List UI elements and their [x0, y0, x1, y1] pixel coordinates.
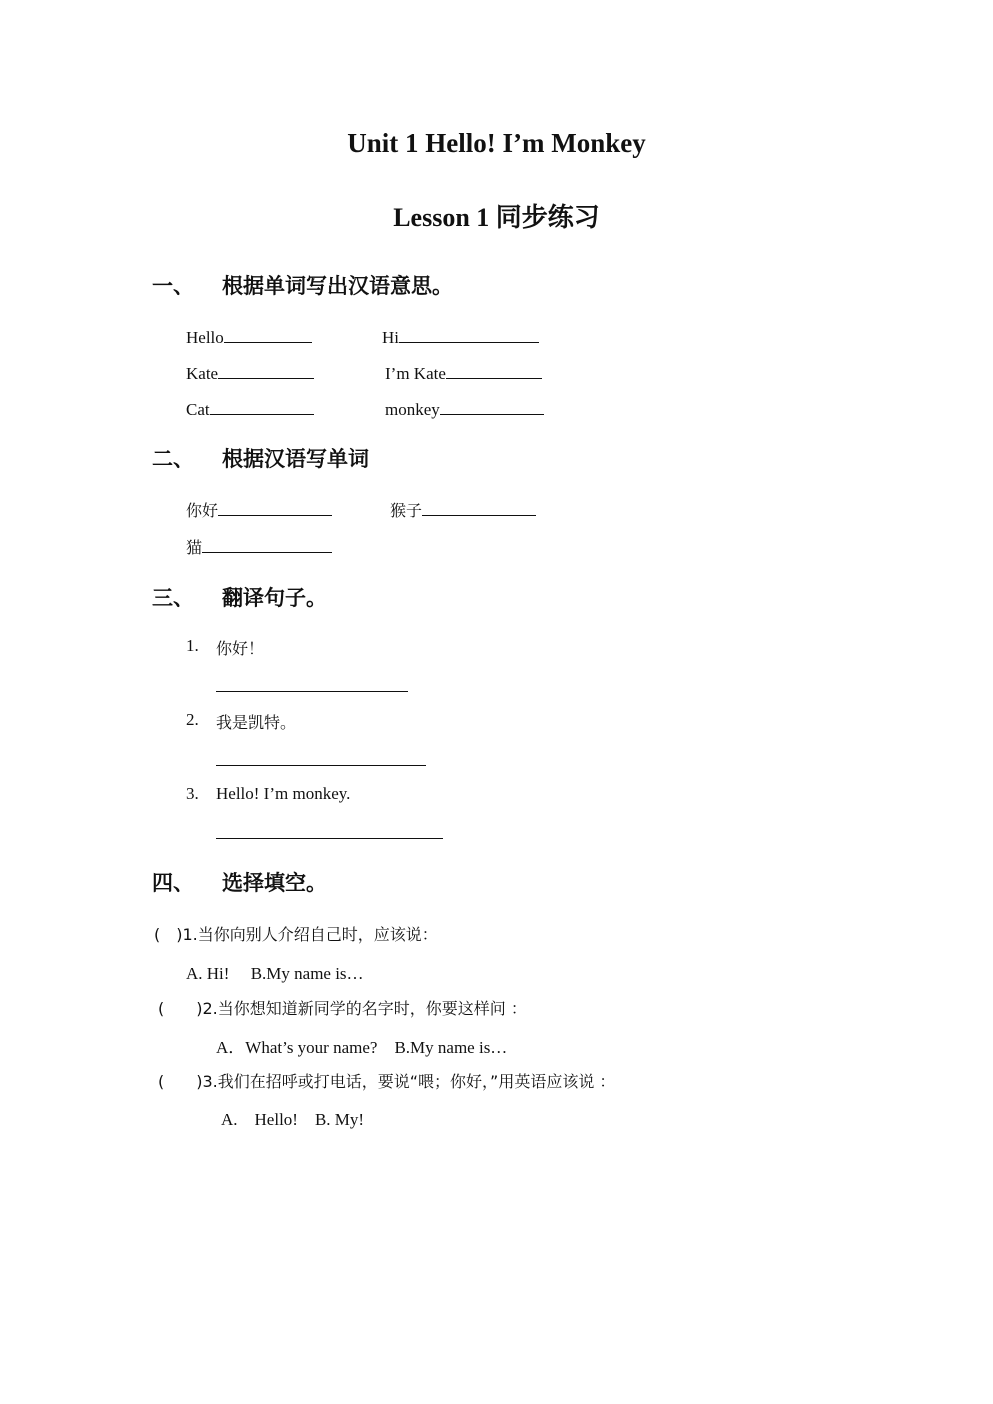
word-label: 你好 — [186, 501, 219, 520]
word-item-nihao — [186, 497, 332, 521]
section-4-title: 选择填空。 — [222, 871, 327, 895]
answer-paren[interactable]: ( ) — [158, 1072, 203, 1091]
question-options: A．What’s your name? B.My name is… — [216, 1038, 508, 1057]
word-label: Hello — [186, 328, 224, 347]
word-item-monkey — [385, 396, 544, 420]
section-2-title: 根据汉语写单词 — [222, 447, 369, 471]
word-label: 猴子 — [390, 501, 423, 520]
section-3-title: 翻译句子。 — [222, 586, 327, 610]
section-4-heading — [0, 867, 993, 897]
question-text: 2.当你想知道新同学的名字时，你要这样问 ： — [202, 999, 527, 1018]
answer-line[interactable] — [216, 691, 408, 692]
word-item-kate — [186, 360, 314, 384]
sentence-number: 2. — [186, 710, 199, 729]
answer-blank[interactable] — [202, 534, 332, 553]
sentence-text: 我是凯特。 — [216, 713, 297, 732]
question-row-1 — [154, 922, 438, 945]
answer-blank[interactable] — [422, 497, 536, 516]
question-options: A. Hello! B. My! — [221, 1110, 365, 1129]
answer-blank[interactable] — [210, 396, 314, 415]
question-row-3 — [158, 1069, 615, 1092]
section-2-heading — [0, 443, 993, 473]
answer-blank[interactable] — [218, 497, 332, 516]
word-item-im-kate — [385, 360, 542, 384]
word-label: monkey — [385, 400, 440, 419]
word-item-cat — [186, 396, 314, 420]
answer-blank[interactable] — [218, 360, 314, 379]
sentence-number: 3. — [186, 784, 199, 803]
word-label: Cat — [186, 400, 210, 419]
answer-blank[interactable] — [440, 396, 544, 415]
sentence-number: 1. — [186, 636, 199, 655]
section-3-heading — [0, 582, 993, 612]
word-item-hello — [186, 324, 312, 348]
sentence-text: Hello! I’m monkey. — [216, 784, 351, 803]
answer-paren[interactable]: ( ) — [158, 999, 203, 1018]
word-label: Hi — [382, 328, 399, 347]
word-item-houzi — [390, 497, 536, 521]
section-1-heading — [0, 270, 993, 300]
question-text: 3.我们在招呼或打电话，要说“喂；你好，”用英语应该说 ： — [202, 1072, 616, 1091]
section-2-number: 二、 — [152, 447, 194, 471]
section-4-number: 四、 — [152, 871, 194, 895]
section-1-number: 一、 — [152, 274, 194, 298]
answer-paren[interactable]: ( ) — [154, 925, 183, 944]
word-label: I’m Kate — [385, 364, 446, 383]
page-subtitle: Lesson 1 同步练习 — [393, 203, 600, 232]
word-item-mao — [186, 534, 332, 558]
page-title: Unit 1 Hello! I’m Monkey — [347, 128, 646, 158]
answer-line[interactable] — [216, 765, 426, 766]
answer-blank[interactable] — [224, 324, 312, 343]
sentence-text: 你好！ — [216, 639, 265, 658]
section-1-title: 根据单词写出汉语意思。 — [222, 274, 453, 298]
question-options: A. Hi! B.My name is… — [186, 964, 364, 983]
word-label: 猫 — [186, 538, 203, 557]
answer-blank[interactable] — [399, 324, 539, 343]
answer-blank[interactable] — [446, 360, 542, 379]
section-3-number: 三、 — [152, 586, 194, 610]
question-text: 1.当你向别人介绍自己时，应该说： — [182, 925, 438, 944]
word-item-hi — [382, 324, 539, 348]
answer-line[interactable] — [216, 838, 443, 839]
word-label: Kate — [186, 364, 219, 383]
question-row-2 — [158, 996, 527, 1019]
